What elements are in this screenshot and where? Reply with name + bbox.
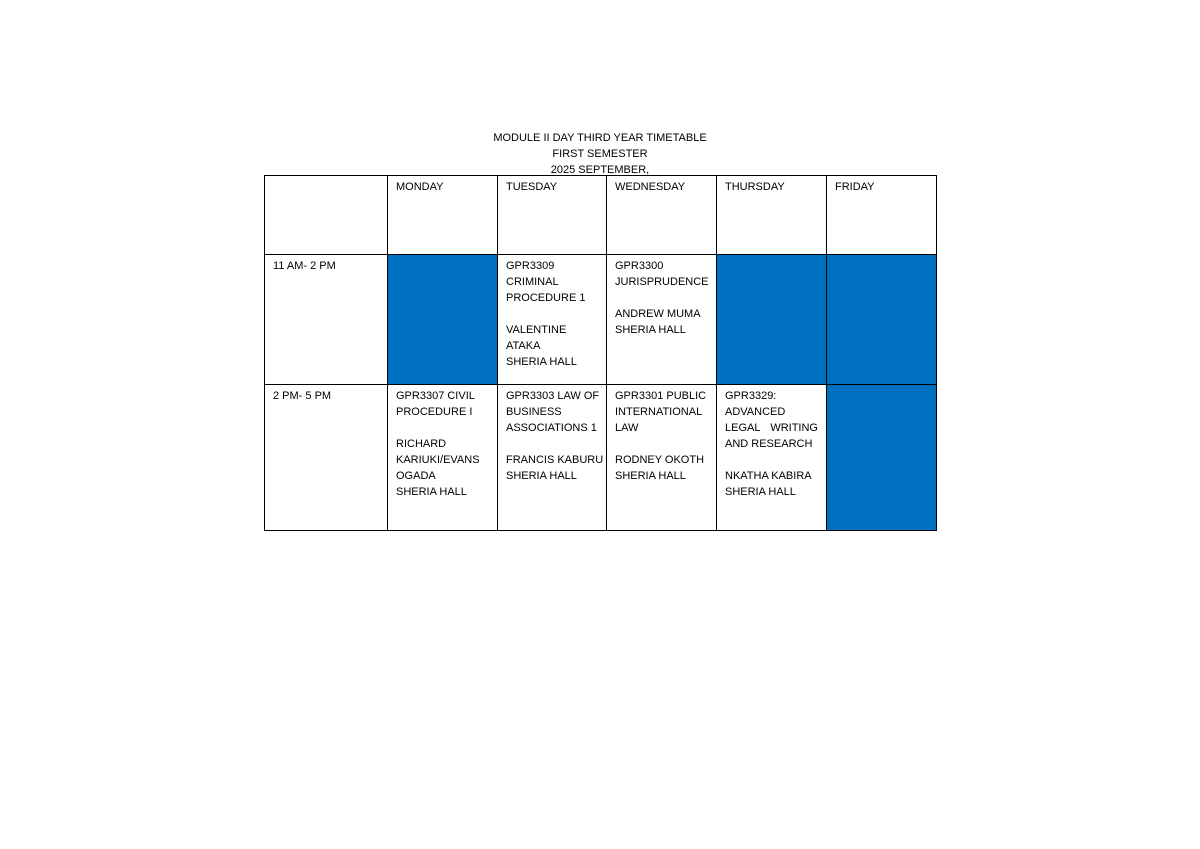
blocked-cell: [717, 255, 827, 385]
day-header-wednesday: WEDNESDAY: [607, 176, 717, 255]
lecturer-name-line: OGADA: [396, 470, 436, 482]
course-name-line: ASSOCIATIONS 1: [506, 422, 597, 434]
venue-label: SHERIA HALL: [725, 486, 796, 498]
day-header-thursday: THURSDAY: [717, 176, 827, 255]
venue-label: SHERIA HALL: [615, 324, 686, 336]
lecturer-name-line: ATAKA: [506, 340, 541, 352]
course-code: GPR3329:: [725, 390, 777, 402]
date-label: 2025 SEPTEMBER,: [550, 164, 650, 176]
course-code: GPR3300: [615, 260, 664, 272]
course-cell: [717, 385, 827, 531]
lecturer-name-line: FRANCIS KABURU: [506, 454, 604, 466]
time-label-afternoon: 2 PM- 5 PM: [265, 385, 388, 531]
lecturer-name-line: ANDREW MUMA: [615, 308, 701, 320]
course-name-line: CRIMINAL: [506, 276, 559, 288]
course-code: GPR3309: [506, 260, 555, 272]
timetable-grid: [264, 175, 937, 531]
course-name-line: AND RESEARCH: [725, 438, 813, 450]
day-header-tuesday: TUESDAY: [498, 176, 607, 255]
lecturer-name-line: RODNEY OKOTH: [615, 454, 705, 466]
course-cell: [607, 255, 717, 385]
course-name-line: ADVANCED: [725, 406, 786, 418]
course-name-line: GPR3307 CIVIL: [396, 390, 475, 402]
course-cell: [607, 385, 717, 531]
blocked-cell: [827, 385, 937, 531]
course-name-line: PROCEDURE 1: [506, 292, 586, 304]
course-name-line: GPR3303 LAW OF: [506, 390, 600, 402]
venue-label: SHERIA HALL: [506, 470, 577, 482]
timetable-header: [264, 130, 936, 178]
venue-label: SHERIA HALL: [506, 356, 577, 368]
blocked-cell: [388, 255, 498, 385]
course-cell: [388, 385, 498, 531]
timeslot-row-afternoon: [265, 385, 937, 531]
course-name-line: INTERNATIONAL: [615, 406, 703, 418]
corner-cell: [265, 176, 388, 255]
day-header-monday: MONDAY: [388, 176, 498, 255]
course-name-line: GPR3301 PUBLIC: [615, 390, 707, 402]
venue-label: SHERIA HALL: [615, 470, 686, 482]
lecturer-name-line: VALENTINE: [506, 324, 567, 336]
course-name-line: JURISPRUDENCE: [615, 276, 709, 288]
course-name-line: LEGAL WRITING: [725, 422, 818, 434]
lecturer-name-line: NKATHA KABIRA: [725, 470, 812, 482]
semester-label: FIRST SEMESTER: [552, 148, 648, 160]
venue-label: SHERIA HALL: [396, 486, 467, 498]
time-label-morning: 11 AM- 2 PM: [265, 255, 388, 385]
lecturer-name-line: RICHARD: [396, 438, 447, 450]
lecturer-name-line: KARIUKI/EVANS: [396, 454, 480, 466]
day-header-row: [265, 176, 937, 255]
course-name-line: LAW: [615, 422, 639, 434]
course-cell: [498, 255, 607, 385]
course-name-line: PROCEDURE I: [396, 406, 473, 418]
course-cell: [498, 385, 607, 531]
course-name-line: BUSINESS: [506, 406, 562, 418]
timeslot-row-morning: [265, 255, 937, 385]
day-header-friday: FRIDAY: [827, 176, 937, 255]
timetable-title: MODULE II DAY THIRD YEAR TIMETABLE: [493, 132, 707, 144]
blocked-cell: [827, 255, 937, 385]
